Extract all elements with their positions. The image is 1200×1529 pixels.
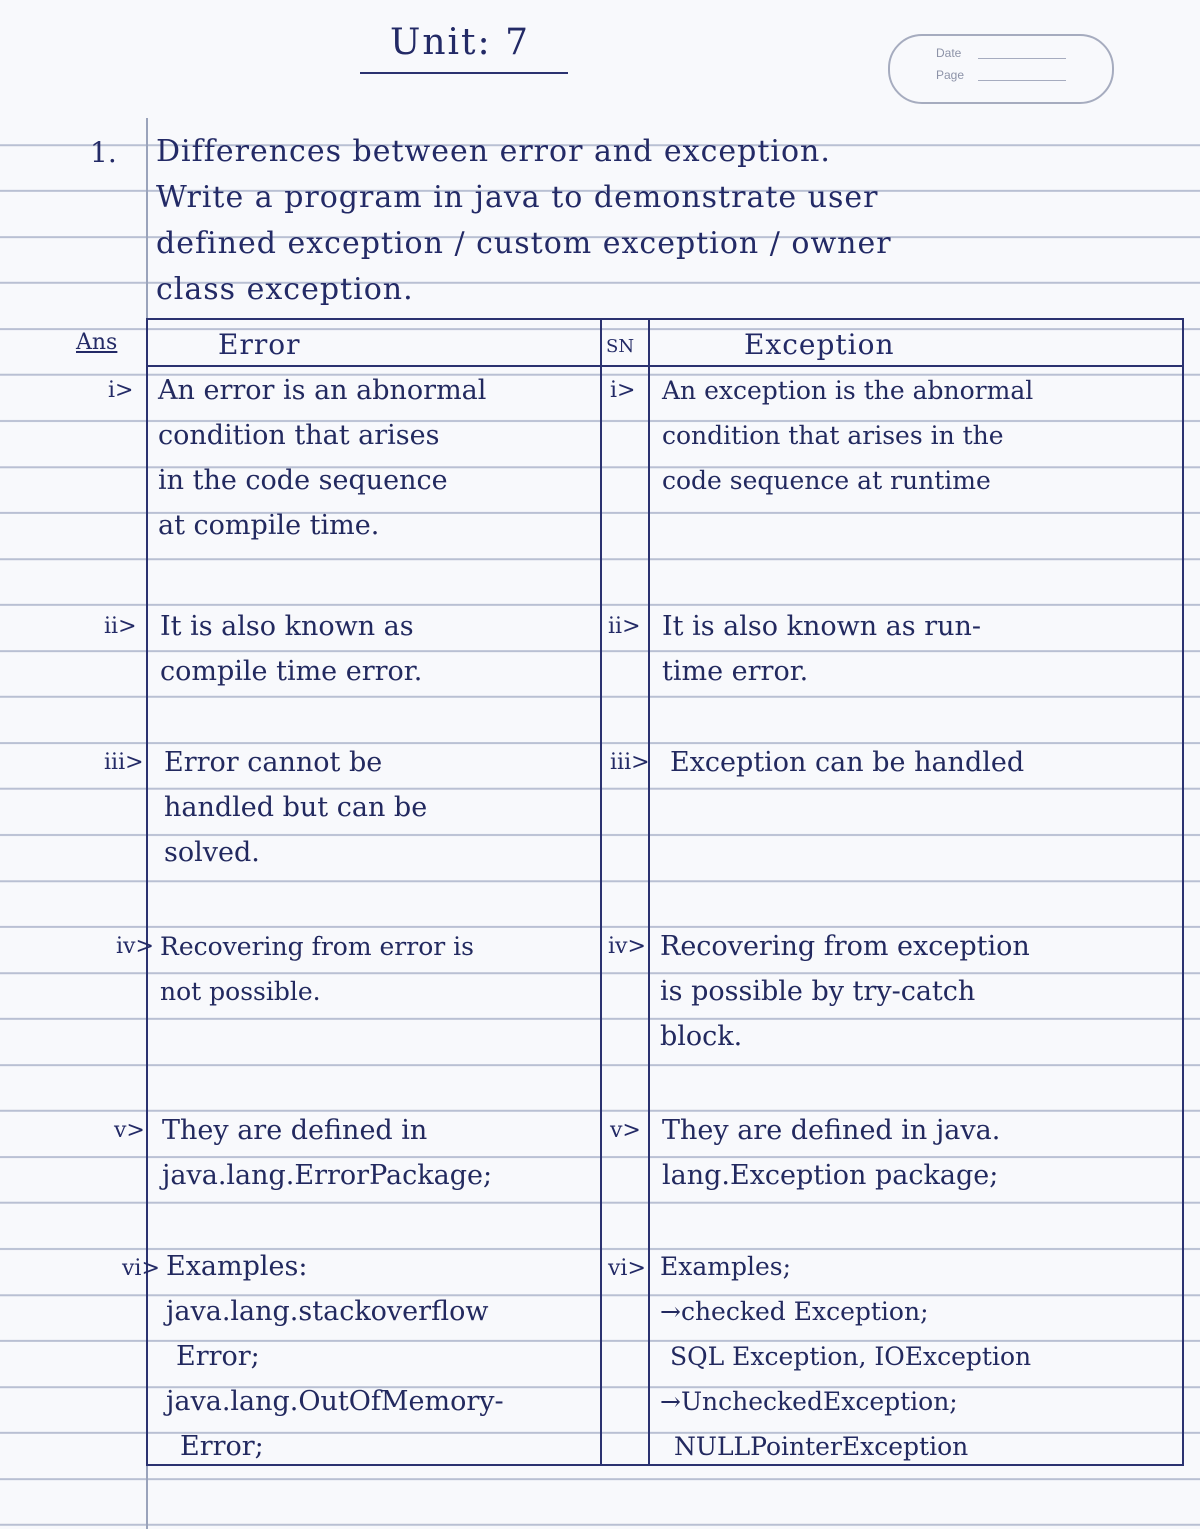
error-cell: [166, 1244, 504, 1469]
cell-line: An exception is the abnormal: [662, 376, 1034, 405]
cell-line: solved.: [164, 837, 260, 868]
unit-title: Unit: 7: [390, 22, 530, 63]
row-number: iv>: [116, 934, 154, 959]
cell-line: Error;: [176, 1341, 260, 1372]
question-line: Differences between error and exception.: [156, 134, 831, 169]
row-sn: iv>: [608, 934, 646, 959]
row-number: i>: [108, 378, 134, 403]
error-cell: [160, 604, 422, 694]
date-label: Date: [936, 46, 962, 60]
unit-title-underline: [360, 72, 568, 74]
cell-line: lang.Exception package;: [662, 1160, 999, 1191]
cell-line: handled but can be: [164, 792, 428, 823]
cell-line: →UncheckedException;: [660, 1387, 958, 1416]
cell-line: compile time error.: [160, 656, 423, 687]
answer-tag: Ans: [76, 330, 118, 355]
cell-line: It is also known as run-: [662, 611, 982, 642]
cell-line: They are defined in java.: [662, 1115, 1001, 1146]
table-divider: [648, 318, 650, 1466]
cell-line: Examples;: [660, 1252, 792, 1281]
question-line: class exception.: [156, 272, 414, 307]
cell-line: java.lang.ErrorPackage;: [162, 1160, 493, 1191]
exception-cell: [662, 368, 1033, 503]
row-number: iii>: [104, 750, 144, 775]
error-cell: [160, 924, 474, 1014]
error-column-header: Error: [218, 328, 301, 361]
cell-line: condition that arises: [158, 420, 440, 451]
question-number: 1.: [90, 136, 117, 169]
error-cell: [162, 1108, 492, 1198]
cell-line: An error is an abnormal: [158, 375, 487, 406]
exception-cell: [662, 604, 981, 694]
table-header-divider: [146, 365, 1184, 367]
question-line: Write a program in java to demonstrate user: [156, 180, 879, 215]
row-number: v>: [114, 1118, 145, 1143]
exception-cell: [670, 740, 1024, 785]
cell-line: Recovering from error is: [160, 932, 474, 961]
page-line: [978, 80, 1066, 81]
cell-line: They are defined in: [162, 1115, 428, 1146]
date-page-box: [888, 34, 1114, 104]
exception-cell: [660, 1244, 1031, 1469]
row-sn: ii>: [608, 614, 641, 639]
row-sn: v>: [610, 1118, 641, 1143]
cell-line: code sequence at runtime: [662, 466, 991, 495]
page-label: Page: [936, 68, 965, 82]
exception-column-header: Exception: [744, 328, 895, 361]
cell-line: Exception can be handled: [670, 747, 1025, 778]
cell-line: Examples:: [166, 1251, 308, 1282]
cell-line: →checked Exception;: [660, 1297, 929, 1326]
cell-line: It is also known as: [160, 611, 414, 642]
row-sn: vi>: [608, 1256, 646, 1281]
cell-line: Recovering from exception: [660, 931, 1030, 962]
error-cell: [164, 740, 427, 875]
cell-line: Error;: [180, 1431, 264, 1462]
question-line: defined exception / custom exception / owner: [156, 226, 892, 261]
cell-line: java.lang.stackoverflow: [166, 1296, 489, 1327]
cell-line: condition that arises in the: [662, 421, 1004, 450]
table-divider: [600, 318, 602, 1466]
row-sn: i>: [610, 378, 636, 403]
row-number: ii>: [104, 614, 137, 639]
cell-line: time error.: [662, 656, 809, 687]
row-sn: iii>: [610, 750, 650, 775]
cell-line: not possible.: [160, 977, 321, 1006]
cell-line: in the code sequence: [158, 465, 448, 496]
cell-line: is possible by try-catch: [660, 976, 976, 1007]
exception-cell: [660, 924, 1030, 1059]
cell-line: at compile time.: [158, 510, 380, 541]
row-number: vi>: [122, 1256, 160, 1281]
sn-column-header: SN: [606, 336, 635, 357]
exception-cell: [662, 1108, 1000, 1198]
cell-line: SQL Exception, IOException: [670, 1342, 1032, 1371]
cell-line: java.lang.OutOfMemory-: [166, 1386, 504, 1417]
error-cell: [158, 368, 486, 548]
cell-line: block.: [660, 1021, 743, 1052]
cell-line: Error cannot be: [164, 747, 383, 778]
cell-line: NULLPointerException: [674, 1432, 969, 1461]
date-line: [978, 58, 1066, 59]
